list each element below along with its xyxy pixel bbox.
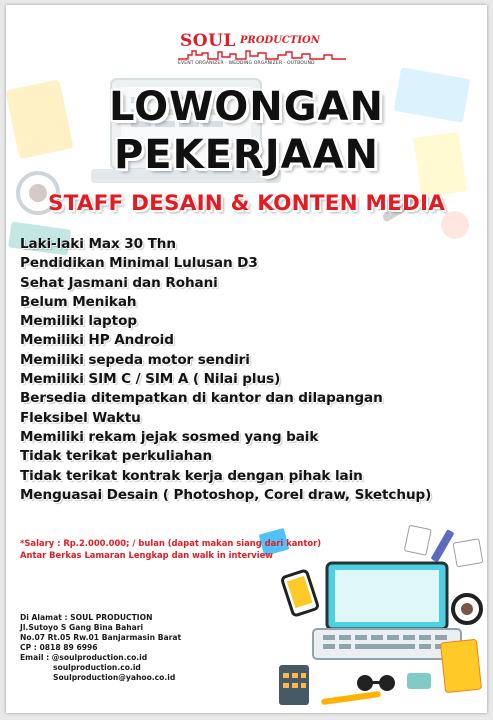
list-item: Bersedia ditempatkan di kantor dan dilapangan: [20, 390, 383, 407]
list-item: Memiliki sepeda motor sendiri: [20, 351, 250, 368]
contact-email: Email : @soulproduction.co.id: [20, 653, 148, 662]
list-item: Belum Menikah: [20, 293, 137, 310]
heading-line-1: LOWONGAN: [109, 84, 384, 130]
contact-phone: CP : 0818 89 6996: [20, 643, 98, 652]
list-item: Menguasai Desain ( Photoshop, Corel draw, Sketchup): [20, 486, 432, 503]
address-block: [20, 613, 181, 683]
list-item: Fleksibel Waktu: [20, 409, 141, 426]
list-item: Tidak terikat kontrak kerja dengan pihak lain: [20, 467, 363, 484]
contact-website: soulproduction.co.id: [53, 663, 141, 672]
list-item: Memiliki rekam jejak sosmed yang baik: [20, 428, 319, 445]
logo-production-text: PRODUCTION: [240, 35, 320, 46]
list-item: Tidak terikat perkuliahan: [20, 448, 213, 465]
salary-block: [20, 537, 321, 561]
list-item: Memiliki laptop: [20, 313, 137, 330]
list-item: Memiliki HP Android: [20, 332, 174, 349]
logo-soul-text: SOUL: [180, 31, 236, 51]
address-line-area: No.07 Rt.05 Rw.01 Banjarmasin Barat: [20, 633, 182, 642]
address-line-street: Jl.Sutoyo S Gang Bina Bahari: [20, 623, 144, 632]
list-item: Laki-laki Max 30 Thn: [20, 236, 176, 252]
logo-tagline: EVENT ORGANIZER - WEDDING ORGANIZER - OUTBOUND: [178, 61, 315, 66]
contact-email-alt: Soulproduction@yahoo.co.id: [53, 673, 176, 682]
list-item: Memiliki SIM C / SIM A ( Nilai plus): [20, 371, 281, 388]
requirements-list: [20, 235, 431, 505]
logo-skyline-icon: [178, 49, 346, 61]
salary-note: *Salary : Rp.2.000.000; / bulan (dapat makan siang dari kantor): [20, 538, 322, 548]
list-item: Pendidikan Minimal Lulusan D3: [20, 255, 258, 272]
apply-note: Antar Berkas Lamaran Lengkap dan walk in interview: [20, 550, 274, 560]
soul-production-logo: [156, 31, 356, 77]
position-title: STAFF DESAIN & KONTEN MEDIA: [47, 191, 446, 216]
job-poster: [6, 5, 487, 713]
list-item: Sehat Jasmani dan Rohani: [20, 274, 218, 291]
address-line-company: Di Alamat : SOUL PRODUCTION: [20, 613, 153, 622]
heading-line-2: PEKERJAAN: [113, 132, 380, 178]
